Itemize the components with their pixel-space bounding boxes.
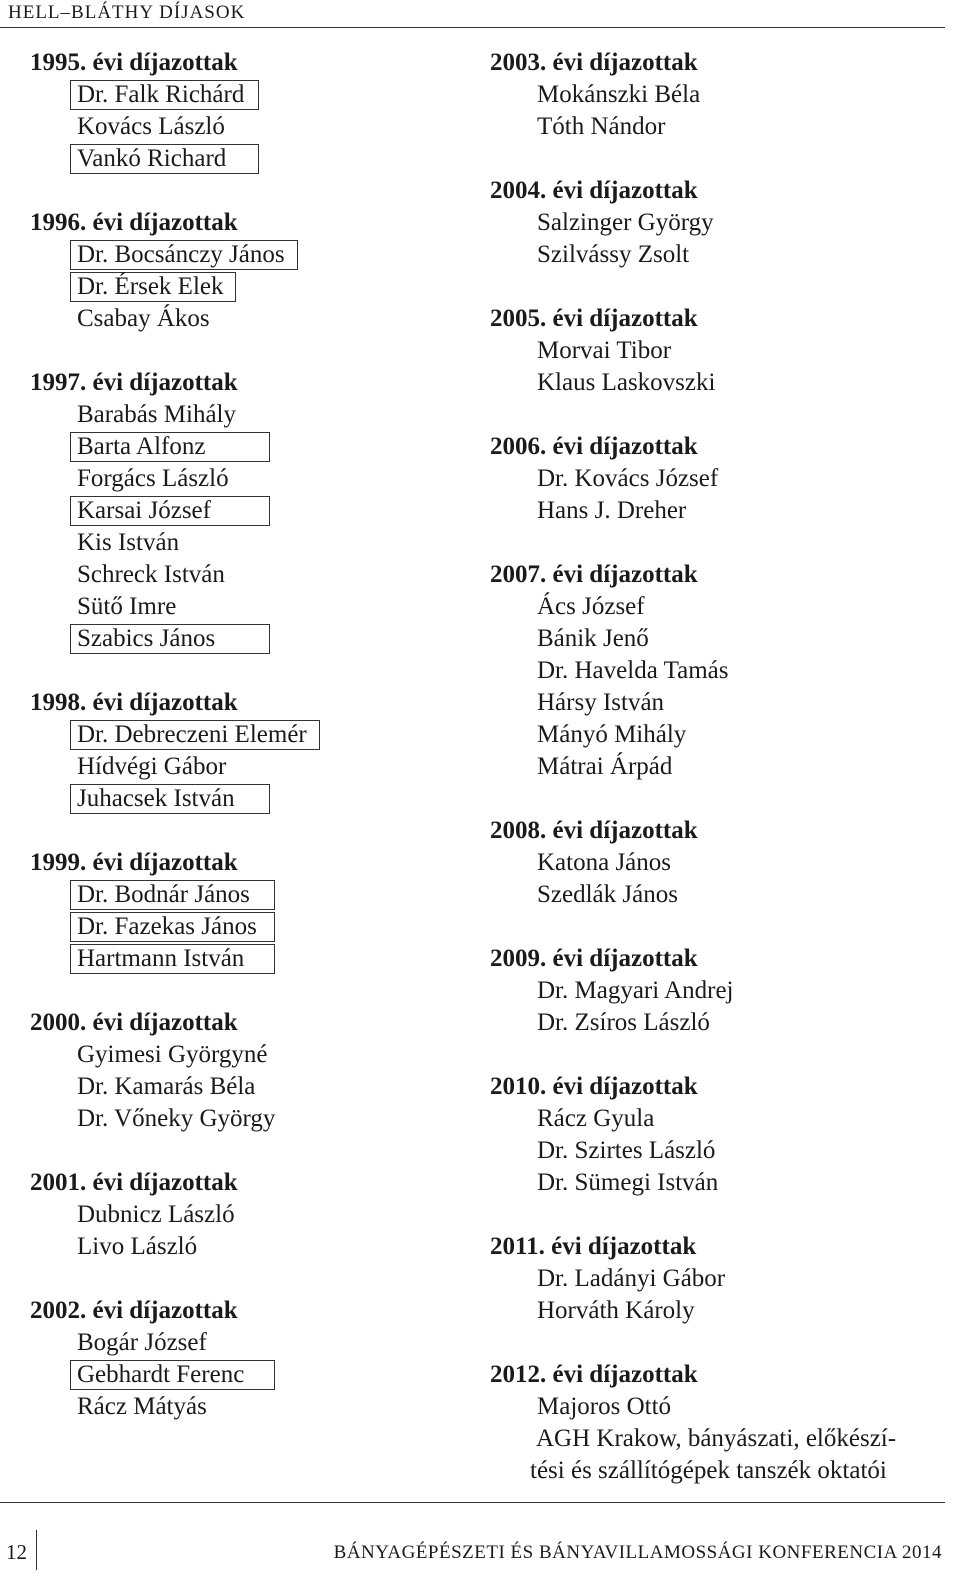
year-group-2011	[490, 1231, 950, 1327]
year-group-1999	[30, 847, 490, 975]
awardee-name: Sütő Imre	[77, 593, 177, 620]
awardee-name: Dr. Ladányi Gábor	[537, 1265, 726, 1292]
awardee-name: Salzinger György	[537, 209, 714, 236]
year-group-1997	[30, 367, 490, 655]
year-heading: 2012. évi díjazottak	[490, 1361, 698, 1388]
awardee-name: Forgács László	[77, 465, 229, 492]
header-divider	[0, 27, 945, 28]
awardee-name: Horváth Károly	[537, 1297, 695, 1324]
awardee-name: Gebhardt Ferenc	[30, 1359, 490, 1391]
awardee-name: Katona János	[537, 849, 671, 876]
awardee-name: Rácz Gyula	[537, 1105, 655, 1132]
year-group-2010	[490, 1071, 950, 1199]
footer-divider	[0, 1502, 945, 1503]
awardee-name: Mokánszki Béla	[537, 81, 701, 108]
awardee-name: Dr. Sümegi István	[537, 1169, 719, 1196]
awardee-name: Bogár József	[77, 1329, 207, 1356]
year-heading: 2001. évi díjazottak	[30, 1169, 238, 1196]
running-footer: BÁNYAGÉPÉSZETI ÉS BÁNYAVILLAMOSSÁGI KONFERENCIA 2014	[333, 1542, 942, 1563]
year-heading: 2009. évi díjazottak	[490, 945, 698, 972]
year-heading: 2004. évi díjazottak	[490, 177, 698, 204]
awardee-name: Barta Alfonz	[30, 431, 490, 463]
awardee-name: Dr. Bocsánczy János	[30, 239, 490, 271]
year-group-2007	[490, 559, 950, 783]
year-group-1998	[30, 687, 490, 815]
year-group-2000	[30, 1007, 490, 1135]
year-heading: 2005. évi díjazottak	[490, 305, 698, 332]
awardee-name: Livo László	[77, 1233, 198, 1260]
awardee-name: Kovács László	[77, 113, 225, 140]
awardee-name: Mányó Mihály	[537, 721, 687, 748]
awardee-name: Szilvássy Zsolt	[537, 241, 690, 268]
awardee-name: Dubnicz László	[77, 1201, 235, 1228]
year-heading: 1996. évi díjazottak	[30, 209, 238, 236]
year-group-1995	[30, 47, 490, 175]
awardee-name: Barabás Mihály	[77, 401, 236, 428]
year-heading: 2002. évi díjazottak	[30, 1297, 238, 1324]
year-group-1996	[30, 207, 490, 335]
year-heading: 1999. évi díjazottak	[30, 849, 238, 876]
awardee-name: Dr. Bodnár János	[30, 879, 490, 911]
awardee-name: Hársy István	[537, 689, 665, 716]
awardee-name: Dr. Kamarás Béla	[77, 1073, 256, 1100]
awardee-name: Dr. Vőneky György	[77, 1105, 276, 1132]
year-group-2006	[490, 431, 950, 527]
year-group-2002	[30, 1295, 490, 1423]
awardee-name: Bánik Jenő	[537, 625, 649, 652]
awardee-name: Dr. Érsek Elek	[30, 271, 490, 303]
awardee-name: Szabics János	[30, 623, 490, 655]
year-group-2001	[30, 1167, 490, 1263]
left-column	[30, 47, 490, 1455]
awardee-name: Vankó Richard	[30, 143, 490, 175]
awardee-name: Csabay Ákos	[77, 305, 210, 332]
awardee-name: Szedlák János	[537, 881, 678, 908]
awardee-name: Tóth Nándor	[537, 113, 666, 140]
awardee-name: Gyimesi Györgyné	[77, 1041, 268, 1068]
page-number-separator	[36, 1530, 37, 1570]
awardee-name: Ács József	[537, 593, 645, 620]
year-heading: 2007. évi díjazottak	[490, 561, 698, 588]
year-group-2009	[490, 943, 950, 1039]
year-heading: 2008. évi díjazottak	[490, 817, 698, 844]
awardee-name: Juhacsek István	[30, 783, 490, 815]
year-heading: 1995. évi díjazottak	[30, 49, 238, 76]
awardee-name: Morvai Tibor	[537, 337, 672, 364]
right-column	[490, 47, 950, 1519]
awardee-name: Dr. Magyari Andrej	[537, 977, 734, 1004]
awardee-name: Schreck István	[77, 561, 225, 588]
awardee-name: Dr. Szirtes László	[537, 1137, 716, 1164]
awardee-name: Dr. Fazekas János	[30, 911, 490, 943]
awardee-name: Klaus Laskovszki	[537, 369, 716, 396]
awardee-name: Hans J. Dreher	[537, 497, 687, 524]
year-group-2003	[490, 47, 950, 143]
awardee-name: Dr. Havelda Tamás	[537, 657, 729, 684]
year-heading: 2006. évi díjazottak	[490, 433, 698, 460]
awardee-name: Rácz Mátyás	[77, 1393, 207, 1420]
awardee-name: Kis István	[77, 529, 180, 556]
awardee-name: AGH Krakow, bányászati, előkészí-tési és szállítógépek tanszék oktatói	[530, 1425, 897, 1484]
awardee-name: Dr. Zsíros László	[537, 1009, 710, 1036]
year-heading: 2003. évi díjazottak	[490, 49, 698, 76]
awardee-name: Dr. Debreczeni Elemér	[30, 719, 490, 751]
awardee-name: Hídvégi Gábor	[77, 753, 227, 780]
year-heading: 2000. évi díjazottak	[30, 1009, 238, 1036]
year-group-2012	[490, 1359, 950, 1487]
running-header: HELL–BLÁTHY DÍJASOK	[8, 2, 246, 23]
year-heading: 2011. évi díjazottak	[490, 1233, 697, 1260]
awardee-name: Hartmann István	[30, 943, 490, 975]
awardee-name: Mátrai Árpád	[537, 753, 673, 780]
awardee-name: Karsai József	[30, 495, 490, 527]
year-group-2008	[490, 815, 950, 911]
page-number: 12	[6, 1540, 27, 1564]
year-heading: 2010. évi díjazottak	[490, 1073, 698, 1100]
year-group-2005	[490, 303, 950, 399]
year-heading: 1998. évi díjazottak	[30, 689, 238, 716]
awardee-name: Dr. Falk Richárd	[30, 79, 490, 111]
year-heading: 1997. évi díjazottak	[30, 369, 238, 396]
awardee-name: Dr. Kovács József	[537, 465, 719, 492]
year-group-2004	[490, 175, 950, 271]
awardee-name: Majoros Ottó	[537, 1393, 672, 1420]
